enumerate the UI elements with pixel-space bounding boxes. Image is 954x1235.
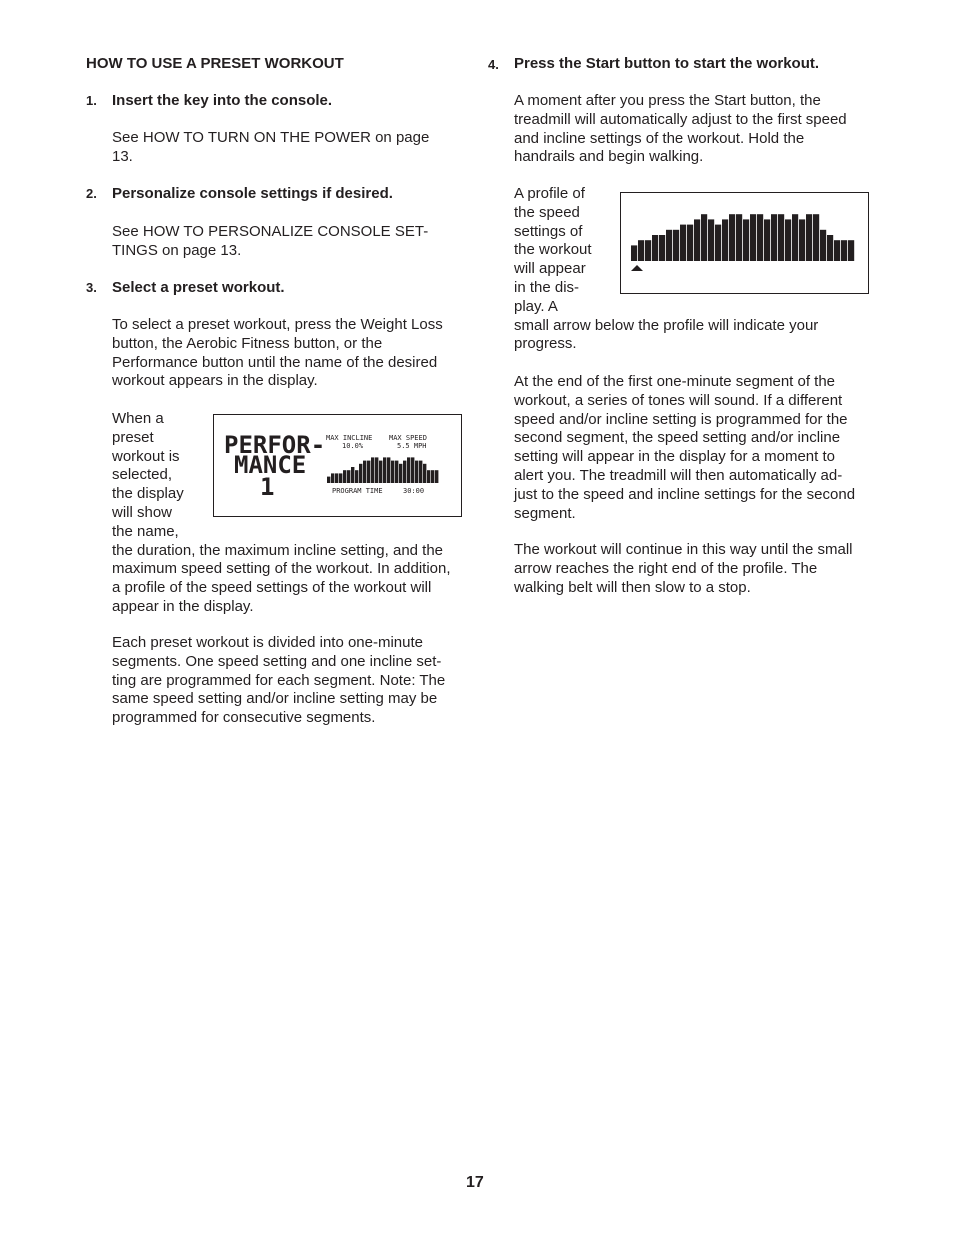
- step-title: Select a preset workout.: [112, 279, 285, 296]
- profile-bar: [673, 230, 679, 261]
- profile-bar: [375, 457, 378, 483]
- profile-bar: [343, 470, 346, 483]
- step-title: Insert the key into the console.: [112, 92, 333, 109]
- profile-bar: [335, 473, 338, 483]
- profile-bar: [645, 240, 651, 261]
- profile-bar: [701, 214, 707, 261]
- profile-bar: [715, 225, 721, 261]
- profile-bar: [435, 470, 438, 483]
- display-2-svg: [621, 193, 868, 293]
- max-incline-label: MAX INCLINE: [326, 434, 373, 442]
- profile-bar: [785, 219, 791, 261]
- step-number: 4.: [488, 57, 499, 72]
- profile-bar: [379, 461, 382, 483]
- workout-name-line2: MANCE: [234, 451, 307, 479]
- profile-bar: [652, 235, 658, 261]
- step-body-2: At the end of the first one-minute segment of the workout, a series of tones will sound. If a different speed and/or incline setting is programmed for the second segment, the speed setting and/or incline setting will appear in the display for a moment to alert you. The treadmill will then automatically ad- just to the speed and incline settings for the second segment.: [514, 373, 856, 522]
- profile-bar: [367, 461, 370, 483]
- profile-bar: [750, 214, 756, 261]
- step-number: 3.: [86, 280, 97, 295]
- profile-bar: [411, 457, 414, 483]
- profile-bar: [399, 464, 402, 483]
- step-body: A moment after you press the Start button, the treadmill will automatically adjust to the first speed and incline settings of the workout. Hold the handrails and begin walking.: [514, 92, 847, 166]
- step-body-wrap: When a preset workout is selected, the display will show the name, the duration, the maximum incline setting, and the maximum speed setting of the workout. In addition, a profile of the speed settings of the workout will appear in the display.: [112, 410, 451, 615]
- program-time-value: 30:00: [403, 487, 425, 495]
- profile-bar: [687, 225, 693, 261]
- program-time-label: PROGRAM TIME: [332, 487, 383, 495]
- profile-bar: [407, 457, 410, 483]
- profile-bar: [799, 219, 805, 261]
- step-title: Press the Start button to start the workout.: [514, 55, 820, 72]
- profile-bar: [415, 461, 418, 483]
- max-speed-label: MAX SPEED: [389, 434, 427, 442]
- profile-bar: [339, 473, 342, 483]
- profile-bar: [834, 240, 840, 261]
- profile-bar: [743, 219, 749, 261]
- profile-bar: [848, 240, 854, 261]
- profile-bar: [423, 464, 426, 483]
- profile-bar: [355, 470, 358, 483]
- step-body-3: The workout will continue in this way until the small arrow reaches the right end of the profile. The walking belt will then slow to a stop.: [514, 541, 853, 596]
- step-body: See HOW TO PERSONALIZE CONSOLE SET- TINGS on page 13.: [112, 223, 429, 259]
- profile-bar: [778, 214, 784, 261]
- step-title: Personalize console settings if desired.: [112, 185, 393, 202]
- profile-display-illustration: [620, 192, 869, 294]
- profile-bar: [631, 245, 637, 261]
- profile-bar: [827, 235, 833, 261]
- profile-bar: [351, 467, 354, 483]
- profile-bar: [391, 461, 394, 483]
- workout-name-line1: PERFOR-: [224, 431, 326, 459]
- profile-bar: [359, 464, 362, 483]
- step-number: 2.: [86, 186, 97, 201]
- step-body-wrap: A profile of the speed settings of the workout will appear in the dis- play. A small arrow below the profile will indicate your progress.: [514, 185, 819, 353]
- profile-bar: [680, 225, 686, 261]
- profile-bar: [813, 214, 819, 261]
- profile-bar: [659, 235, 665, 261]
- profile-bar: [387, 457, 390, 483]
- profile-bar: [403, 461, 406, 483]
- progress-arrow-icon: [631, 265, 643, 271]
- max-incline-value: 10.0%: [342, 442, 364, 450]
- profile-bar: [694, 219, 700, 261]
- step-number: 1.: [86, 93, 97, 108]
- profile-bar: [722, 219, 728, 261]
- profile-bar: [371, 457, 374, 483]
- profile-bar: [395, 461, 398, 483]
- display-1-svg: [214, 415, 461, 516]
- profile-bar: [729, 214, 735, 261]
- profile-bar: [383, 457, 386, 483]
- profile-bar: [736, 214, 742, 261]
- max-speed-value: 5.5 MPH: [397, 442, 427, 450]
- profile-bar: [419, 461, 422, 483]
- profile-bar: [666, 230, 672, 261]
- profile-bar: [806, 214, 812, 261]
- step-body-2: Each preset workout is divided into one-minute segments. One speed setting and one incline set- ting are programmed for each segment. Note: The same speed setting and/or incline setting may be programmed for consecutive segments.: [112, 634, 446, 727]
- profile-bar: [708, 219, 714, 261]
- profile-bar: [331, 473, 334, 483]
- profile-bar: [638, 240, 644, 261]
- profile-bar: [363, 461, 366, 483]
- page-number: 17: [466, 1174, 484, 1191]
- profile-bar: [347, 470, 350, 483]
- section-heading: HOW TO USE A PRESET WORKOUT: [86, 55, 344, 72]
- profile-bar: [327, 477, 330, 483]
- workout-name-line3: 1: [260, 473, 275, 501]
- profile-bar: [427, 470, 430, 483]
- profile-bar: [820, 230, 826, 261]
- profile-bar: [771, 214, 777, 261]
- step-body: To select a preset workout, press the Weight Loss button, the Aerobic Fitness button, or the Performance button until the name of the desired workout appears in the display.: [112, 316, 443, 390]
- profile-bar: [792, 214, 798, 261]
- profile-bar: [431, 470, 434, 483]
- profile-bar: [757, 214, 763, 261]
- profile-bar: [764, 219, 770, 261]
- console-display-illustration: [213, 414, 462, 517]
- profile-bar: [841, 240, 847, 261]
- step-body: See HOW TO TURN ON THE POWER on page 13.: [112, 129, 430, 165]
